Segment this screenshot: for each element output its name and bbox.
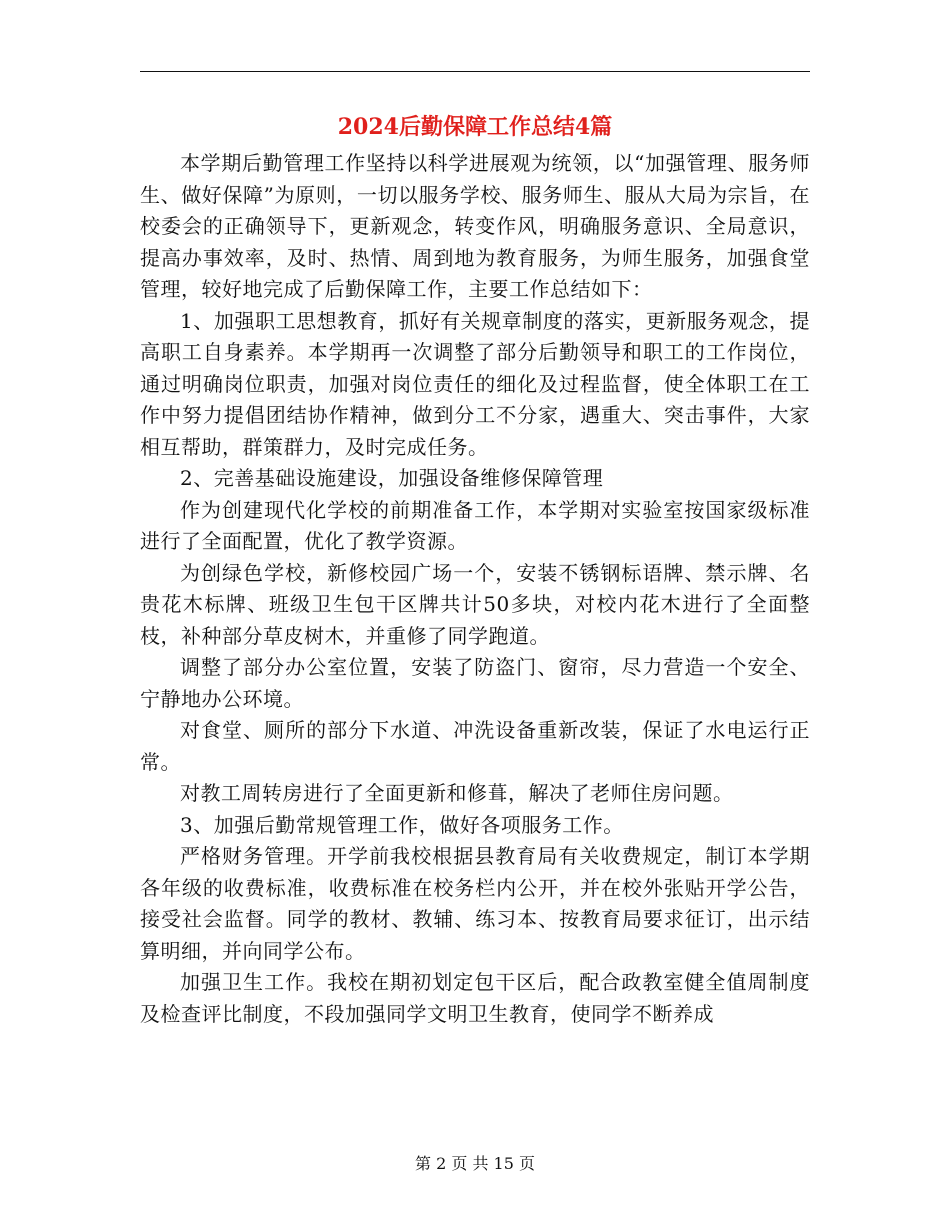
paragraph-item-1: 1、加强职工思想教育，抓好有关规章制度的落实，更新服务观念，提高职工自身素养。本学期再一次调整了部分后勤领导和职工的工作岗位，通过明确岗位职责，加强对岗位责任的细化及过程监督，使全体职工在工作中努力提倡团结协作精神，做到分工不分家，遇重大、突击事件，大家相互帮助，群策群力，及时完成任务。 xyxy=(140,308,810,459)
paragraph-drainage: 对食堂、厕所的部分下水道、冲洗设备重新改装，保证了水电运行正常。 xyxy=(140,718,810,774)
document-body xyxy=(140,148,810,1030)
paragraph-item-2-heading: 2、完善基础设施建设，加强设备维修保障管理 xyxy=(180,466,604,490)
paragraph-item-3-heading: 3、加强后勤常规管理工作，做好各项服务工作。 xyxy=(180,812,624,837)
paragraph-finance: 严格财务管理。开学前我校根据县教育局有关收费规定，制订本学期各年级的收费标准，收费标准在校务栏内公开，并在校外张贴开学公告，接受社会监督。同学的教材、教辅、练习本、按教育局要求征订，出示结算明细，并向同学公布。 xyxy=(140,844,810,963)
page-number-footer: 第 2 页 共 15 页 xyxy=(415,1154,535,1173)
document-title: 2024后勤保障工作总结4篇 xyxy=(337,114,613,140)
header-rule xyxy=(140,71,810,72)
paragraph-office: 调整了部分办公室位置，安装了防盗门、窗帘，尽力营造一个安全、宁静地办公环境。 xyxy=(140,655,810,711)
paragraph-green-school: 为创绿色学校，新修校园广场一个，安装不锈钢标语牌、禁示牌、名贵花木标牌、班级卫生包干区牌共计50多块，对校内花木进行了全面整枝，补种部分草皮树木，并重修了同学跑道。 xyxy=(140,560,810,648)
paragraph-intro: 本学期后勤管理工作坚持以科学进展观为统领，以“加强管理、服务师生、做好保障”为原则，一切以服务学校、服务师生、服从大局为宗旨，在校委会的正确领导下，更新观念，转变作风，明确服务意识、全局意识，提高办事效率，及时、热情、周到地为教育服务，为师生服务，加强食堂管理，较好地完成了后勤保障工作，主要工作总结如下： xyxy=(140,151,810,301)
paragraph-housing: 对教工周转房进行了全面更新和修葺，解决了老师住房问题。 xyxy=(180,781,734,805)
paragraph-lab-config: 作为创建现代化学校的前期准备工作，本学期对实验室按国家级标准进行了全面配置，优化了教学资源。 xyxy=(140,497,810,553)
paragraph-hygiene: 加强卫生工作。我校在期初划定包干区后，配合政教室健全值周制度及检查评比制度，不段加强同学文明卫生教育，使同学不断养成 xyxy=(140,970,810,1026)
